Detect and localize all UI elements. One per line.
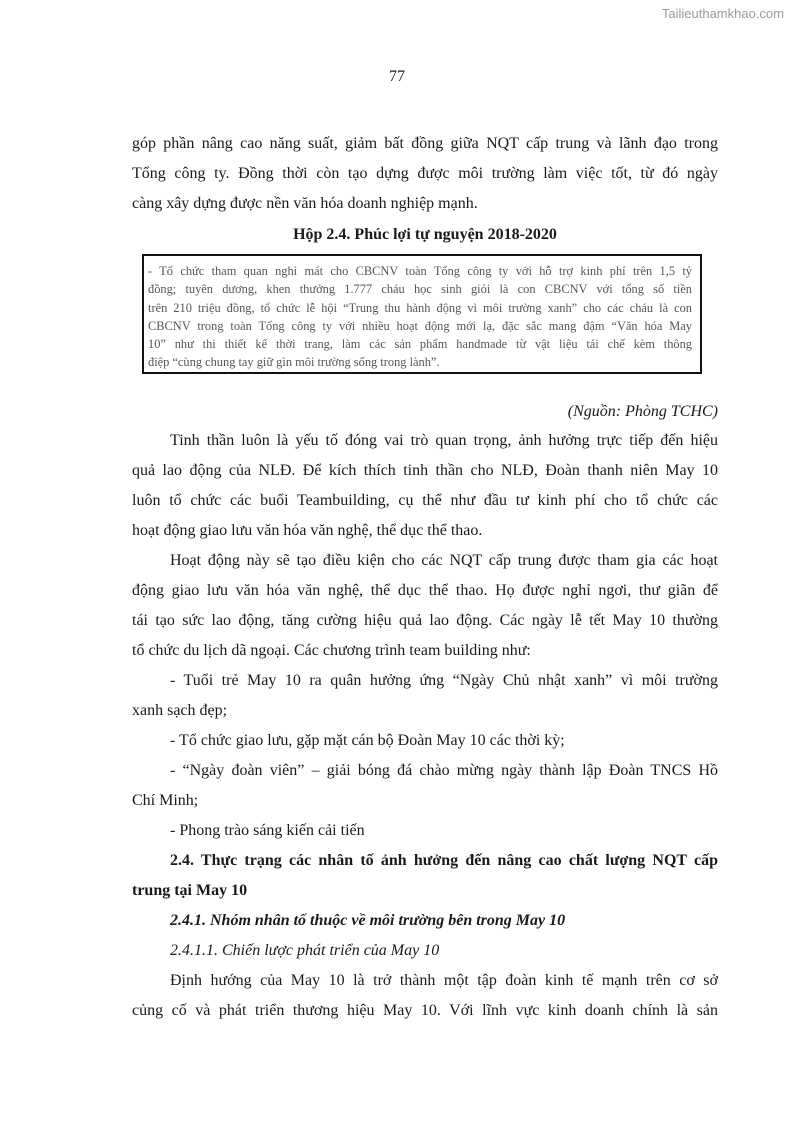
text-line: Tổng công ty. Đồng thời còn tạo dựng được môi trường làm việc tốt, từ đó ngày (132, 165, 718, 182)
text-line: góp phần nâng cao năng suất, giảm bất đồng giữa NQT cấp trung và lãnh đạo trong (132, 135, 718, 152)
text-line: càng xây dựng được nền văn hóa doanh nghiệp mạnh. (132, 195, 478, 212)
box-line: trên 210 triệu đồng, tổ chức lễ hội “Trung thu hành động vì môi trường xanh” cho các cháu là con (148, 300, 692, 315)
subsection-heading (132, 906, 718, 936)
bullet-item-1 (132, 666, 718, 696)
paragraph-strategy (132, 966, 718, 996)
watermark: Tailieuthamkhao.com (661, 6, 784, 21)
paragraph-strategy-cont (132, 996, 718, 1026)
box-line: đồng; tuyên dương, khen thưởng 1.777 cháu học sinh giỏi là con CBCNV với tổng số tiền (148, 282, 692, 297)
section-heading-cont (132, 876, 718, 906)
bullet-item-3-cont (132, 786, 718, 816)
text-line: xanh sạch đẹp; (132, 702, 228, 719)
section-heading (132, 846, 718, 876)
text-line: Chí Minh; (132, 792, 199, 809)
text-line: Định hướng của May 10 là trở thành một tập đoàn kinh tế mạnh trên cơ sở (170, 972, 718, 989)
box-title: Hộp 2.4. Phúc lợi tự nguyện 2018-2020 (293, 226, 557, 243)
welfare-box (142, 254, 702, 374)
subsubsection-heading (132, 936, 718, 966)
bullet-item-4 (132, 816, 718, 846)
text-line: quả lao động của NLĐ. Để kích thích tinh thần cho NLĐ, Đoàn thanh niên May 10 (132, 462, 718, 479)
text-line: - Tổ chức giao lưu, gặp mặt cán bộ Đoàn May 10 các thời kỳ; (170, 732, 565, 749)
box-line: điệp “cùng chung tay giữ gìn môi trường sống trong lành”. (148, 355, 440, 370)
box-line: 10” như thi thiết kế thời trang, làm các sản phẩm handmade từ vật liệu tái chế kèm thông (148, 337, 692, 352)
box-line: - Tổ chức tham quan nghỉ mát cho CBCNV toàn Tổng công ty với hỗ trợ kinh phí trên 1,5 tỷ (148, 264, 692, 278)
paragraph-intro (132, 129, 718, 219)
text-line: động giao lưu văn hóa văn nghệ, thể dục thể thao. Họ được nghỉ ngơi, thư giãn để (132, 582, 718, 599)
paragraph-activity-cont (132, 576, 718, 666)
box-line: CBCNV trong toàn Tổng công ty với nhiều hoạt động mới lạ, đặc sắc mang đậm “Văn hóa May (148, 318, 692, 333)
heading-line: 2.4.1. Nhóm nhân tố thuộc về môi trường bên trong May 10 (170, 912, 566, 929)
text-line: luôn tổ chức các buổi Teambuilding, cụ thể như đầu tư kinh phí cho tổ chức các (132, 492, 718, 509)
text-line: - Tuổi trẻ May 10 ra quân hưởng ứng “Ngày Chủ nhật xanh” vì môi trường (170, 672, 718, 689)
bullet-item-1-cont (132, 696, 718, 726)
text-line: củng cố và phát triển thương hiệu May 10. Với lĩnh vực kinh doanh chính là sản (132, 1002, 718, 1019)
bullet-item-3 (132, 756, 718, 786)
text-line: Tinh thần luôn là yếu tố đóng vai trò quan trọng, ảnh hưởng trực tiếp đến hiệu (170, 432, 718, 449)
paragraph-spirit-cont (132, 456, 718, 546)
heading-line: 2.4.1.1. Chiến lược phát triển của May 10 (170, 942, 440, 959)
text-line: - Phong trào sáng kiến cải tiến (170, 822, 365, 839)
text-line: Hoạt động này sẽ tạo điều kiện cho các NQT cấp trung được tham gia các hoạt (170, 552, 718, 569)
text-line: - “Ngày đoàn viên” – giải bóng đá chào mừng ngày thành lập Đoàn TNCS Hồ (170, 762, 718, 779)
text-line: tổ chức du lịch dã ngoại. Các chương trình team building như: (132, 642, 531, 659)
page-number: 77 (389, 68, 405, 85)
paragraph-spirit (132, 426, 718, 456)
text-line: tái tạo sức lao động, tăng cường hiệu quả lao động. Các ngày lễ tết May 10 thường (132, 612, 718, 629)
heading-line: trung tại May 10 (132, 882, 248, 899)
box-source: (Nguồn: Phòng TCHC) (567, 403, 718, 420)
paragraph-activity (132, 546, 718, 576)
heading-line: 2.4. Thực trạng các nhân tố ảnh hưởng đến nâng cao chất lượng NQT cấp (170, 852, 718, 869)
text-line: hoạt động giao lưu văn hóa văn nghệ, thể dục thể thao. (132, 522, 483, 539)
bullet-item-2 (132, 726, 718, 756)
